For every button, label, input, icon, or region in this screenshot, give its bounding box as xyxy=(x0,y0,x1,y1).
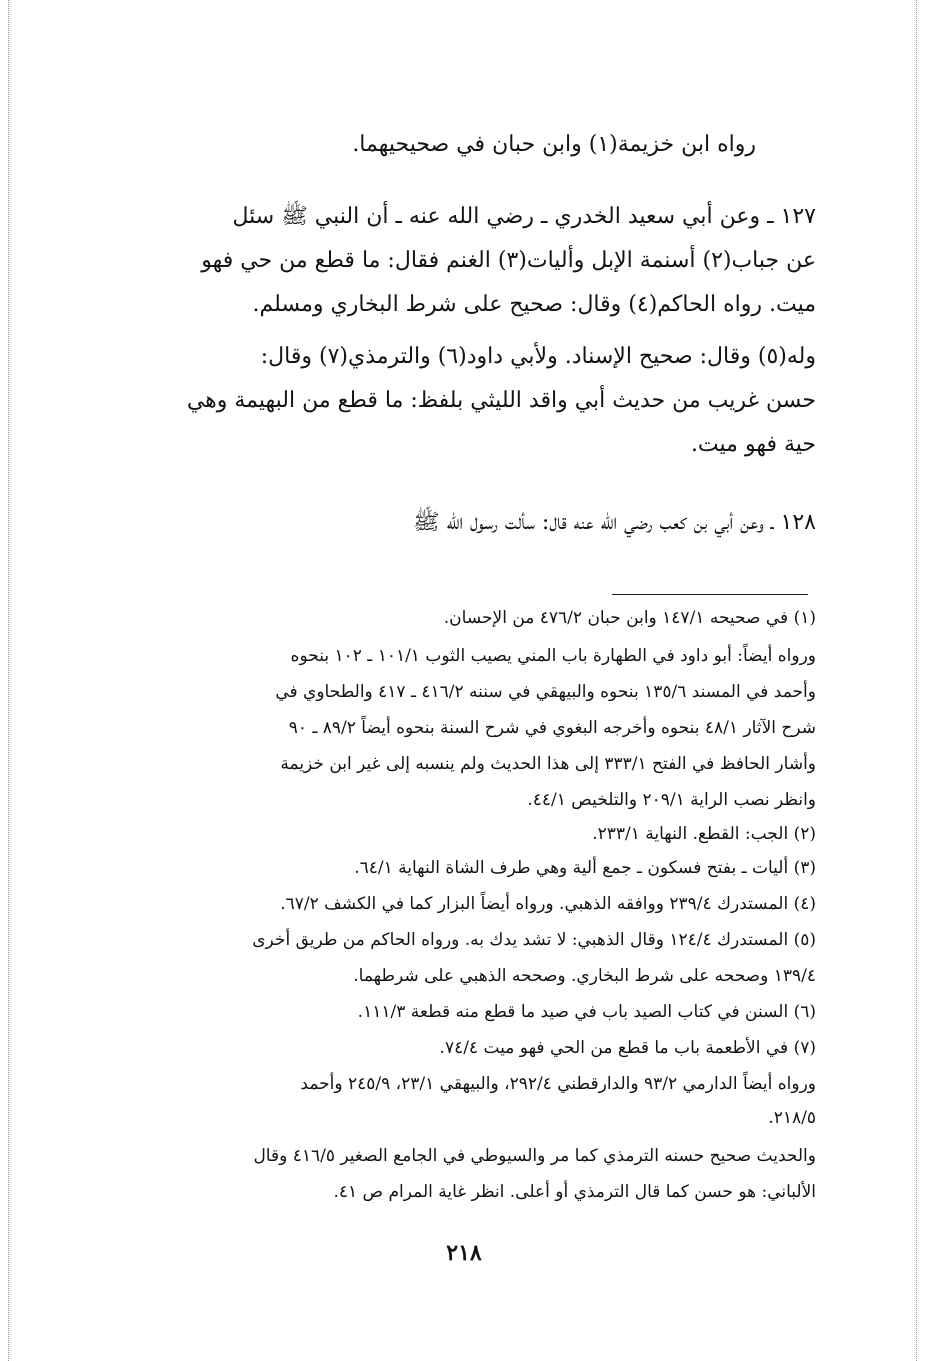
footnote-5-line-2: ١٣٩/٤ وصححه على شرط البخاري. وصححه الذهبي على شرطهما. xyxy=(353,966,816,986)
footnote-1: (١) في صحيحه ١٤٧/١ وابن حبان ٤٧٦/٢ من الإحسان. xyxy=(443,608,816,628)
footnote-3: (٣) أليات ـ بفتح فسكون ـ جمع ألية وهي طرف الشاة النهاية ٦٤/١. xyxy=(354,858,816,878)
footnote-6: (٦) السنن في كتاب الصيد باب في صيد ما قطع منه قطعة ١١١/٣. xyxy=(357,1002,816,1022)
footnote-7: (٧) في الأطعمة باب ما قطع من الحي فهو ميت ٧٤/٤. xyxy=(439,1038,816,1058)
footnote-2: (٢) الجب: القطع. النهاية ٢٣٣/١. xyxy=(592,824,816,844)
hadith-127-line-3: ميت. رواه الحاكم(٤) وقال: صحيح على شرط البخاري ومسلم. xyxy=(252,292,816,317)
main-line-1: رواه ابن خزيمة(١) وابن حبان في صحيحيهما. xyxy=(352,132,756,157)
right-dotted-margin xyxy=(916,0,917,1361)
hadith-127-line-5: حسن غريب من حديث أبي واقد الليثي بلفظ: ما قطع من البهيمة وهي xyxy=(186,388,816,413)
footnote-1-line-5: وأشار الحافظ في الفتح ٣٣٣/١ إلى هذا الحديث ولم ينسبه إلى غير ابن خزيمة xyxy=(280,754,816,774)
hadith-128-line-1: ١٢٨ ـ وعن أبي بن كعب رضي الله عنه قال: سألت رسول الله ﷺ xyxy=(413,510,816,535)
footnote-7-line-3: ٢١٨/٥. xyxy=(768,1108,816,1128)
footnote-separator xyxy=(612,594,808,595)
page-number: ٢١٨ xyxy=(446,1240,482,1266)
footnote-4: (٤) المستدرك ٢٣٩/٤ ووافقه الذهبي. ورواه أيضاً البزار كما في الكشف ٦٧/٢. xyxy=(280,894,816,914)
hadith-127-line-2: عن جباب(٢) أسنمة الإبل وأليات(٣) الغنم فقال: ما قطع من حي فهو xyxy=(201,248,816,273)
hadith-127-line-4: وله(٥) وقال: صحيح الإسناد. ولأبي داود(٦) والترمذي(٧) وقال: xyxy=(260,344,816,369)
footnote-1-line-4: شرح الآثار ٤٨/١ بنحوه وأخرجه البغوي في شرح السنة بنحوه أيضاً ٨٩/٢ ـ ٩٠ xyxy=(288,718,816,738)
footnote-5: (٥) المستدرك ١٢٤/٤ وقال الذهبي: لا تشد يدك به. ورواه الحاكم من طريق أخرى xyxy=(252,930,816,950)
footnote-7-line-2: ورواه أيضاً الدارمي ٩٣/٢ والدارقطني ٢٩٢/٤، والبيهقي ٢٣/١، ٢٤٥/٩ وأحمد xyxy=(300,1074,816,1094)
hadith-127-line-1: ١٢٧ ـ وعن أبي سعيد الخدري ـ رضي الله عنه ـ أن النبي ﷺ سئل xyxy=(232,204,816,229)
footnote-7-line-5: الألباني: هو حسن كما قال الترمذي أو أعلى. انظر غاية المرام ص ٤١. xyxy=(333,1182,816,1202)
footnote-1-line-6: وانظر نصب الراية ٢٠٩/١ والتلخيص ٤٤/١. xyxy=(527,790,816,810)
footnote-7-line-4: والحديث صحيح حسنه الترمذي كما مر والسيوطي في الجامع الصغير ٤١٦/٥ وقال xyxy=(253,1146,816,1166)
hadith-127-line-6: حية فهو ميت. xyxy=(690,432,816,457)
footnote-1-line-2: ورواه أيضاً: أبو داود في الطهارة باب المني يصيب الثوب ١٠١/١ ـ ١٠٢ بنحوه xyxy=(290,646,816,666)
left-dotted-margin xyxy=(8,0,9,1361)
footnote-1-line-3: وأحمد في المسند ١٣٥/٦ بنحوه والبيهقي في سننه ٤١٦/٢ ـ ٤١٧ والطحاوي في xyxy=(275,682,816,702)
